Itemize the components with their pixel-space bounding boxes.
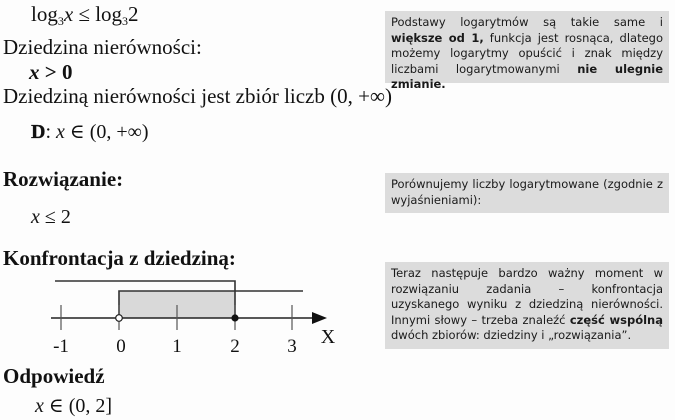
lhs-log: log xyxy=(31,2,58,26)
axis-label: X xyxy=(320,326,336,348)
solution-heading: Rozwiązanie: xyxy=(3,167,124,191)
tick-label: -1 xyxy=(53,336,69,357)
tick-label: 0 xyxy=(116,336,126,357)
domain-label: Dziedzina nierówności: xyxy=(3,35,202,59)
number-line xyxy=(0,270,360,360)
arrow-head-icon xyxy=(312,312,327,324)
double-struck-d: D xyxy=(31,121,46,143)
note-log-bases: Podstawy logarytmów są takie same i większe od 1, funkcja jest rosnąca, dlatego możemy logarytmy opuścić i znak między liczbami logarytmowanymi nie ulegnie zmianie. xyxy=(385,11,669,83)
rhs-arg: 2 xyxy=(128,2,139,26)
inequality xyxy=(31,2,139,29)
tick-label: 1 xyxy=(172,336,182,357)
open-point xyxy=(116,315,123,322)
domain-set: D: x ∈ (0, +∞) xyxy=(31,121,149,143)
domain-set-var: x xyxy=(56,121,65,143)
lhs-arg: x xyxy=(63,2,74,26)
rhs-base: 3 xyxy=(122,14,129,28)
note-intersection: Teraz następuje bardzo ważny moment w rozwiązaniu zadania – konfrontacja uzyskanego wyniku z dziedziną nierówności. Innymi słowy – trzeba znaleźć część wspólną dwóch zbiorów: dziedziny i „rozwiązania”. xyxy=(385,262,669,349)
closed-point xyxy=(231,314,238,321)
confront-heading: Konfrontacja z dziedziną: xyxy=(3,246,236,270)
solution: x ≤ 2 xyxy=(31,206,71,228)
rhs-log: log xyxy=(95,2,123,26)
lhs-base: 3 xyxy=(57,14,64,28)
domain-condition xyxy=(29,60,72,85)
tick-label: 2 xyxy=(230,336,240,357)
answer: x ∈ (0, 2] xyxy=(35,395,113,417)
domain-var: x xyxy=(29,60,40,84)
domain-sentence: Dziedziną nierówności jest zbiór liczb (0, +∞) xyxy=(3,84,392,108)
answer-heading: Odpowiedź xyxy=(3,364,105,388)
tick-label: 3 xyxy=(287,336,297,357)
relation: ≤ xyxy=(78,2,90,26)
note-compare: Porównujemy liczby logarytmowane (zgodnie z wyjaśnieniami): xyxy=(385,173,669,213)
domain-rest: > 0 xyxy=(39,60,73,84)
